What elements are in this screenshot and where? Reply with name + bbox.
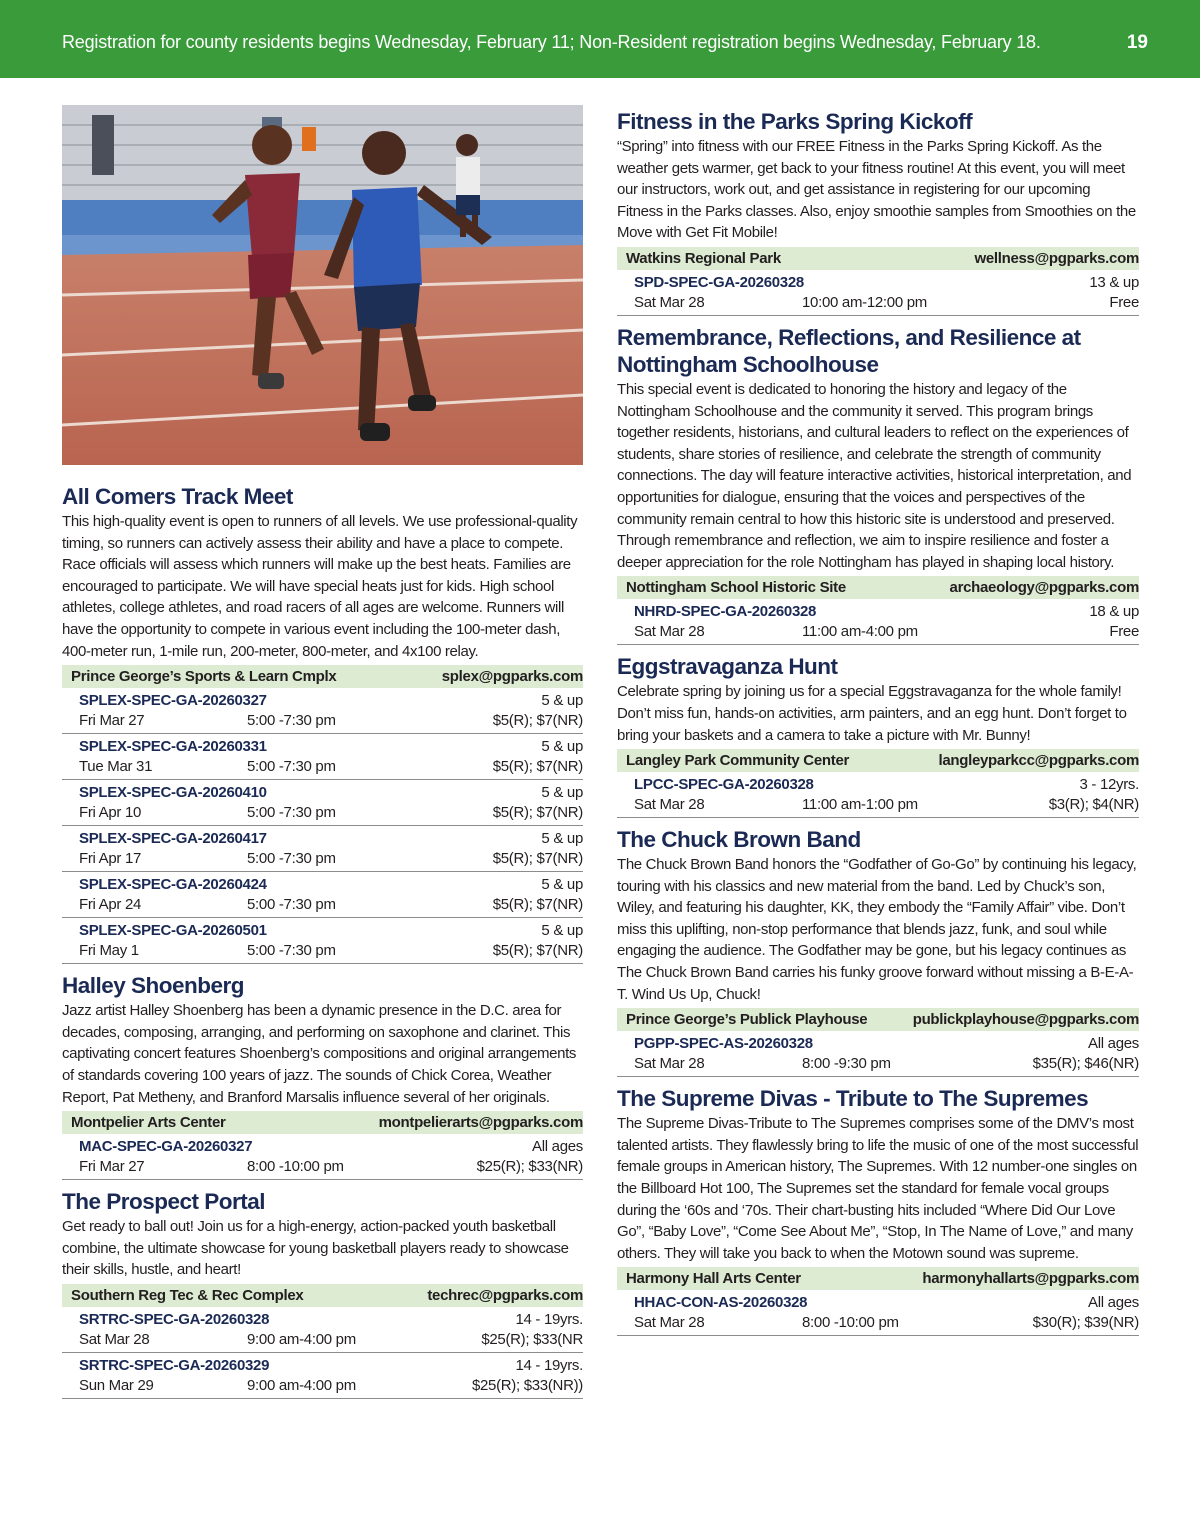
session-row bbox=[62, 734, 583, 780]
event-title: Fitness in the Parks Spring Kickoff bbox=[617, 109, 973, 134]
session-day: Sat Mar 28 bbox=[634, 1314, 705, 1332]
session-fee: $5(R); $7(NR) bbox=[492, 712, 583, 730]
location-bar bbox=[62, 1284, 583, 1307]
event-title: All Comers Track Meet bbox=[62, 484, 293, 509]
right-column bbox=[617, 108, 1139, 1344]
location-name: Southern Reg Tec & Rec Complex bbox=[71, 1286, 304, 1304]
event-halley-shoenberg bbox=[62, 972, 583, 1180]
session-fee: $5(R); $7(NR) bbox=[492, 804, 583, 822]
location-name: Langley Park Community Center bbox=[626, 752, 850, 770]
session-row bbox=[62, 780, 583, 826]
event-eggstravaganza bbox=[617, 653, 1139, 818]
session-fee: $25(R); $33(NR)) bbox=[471, 1376, 583, 1394]
registration-note: Registration for county residents begins Wednesday, February 11; Non-Resident registration begins Wednesday, February 18. bbox=[62, 32, 1041, 52]
location-name: Prince George’s Publick Playhouse bbox=[626, 1011, 868, 1029]
course-code: SPLEX-SPEC-GA-20260410 bbox=[79, 784, 267, 802]
course-code: MAC-SPEC-GA-20260327 bbox=[79, 1138, 253, 1156]
event-description: “Spring” into fitness with our FREE Fitness in the Parks Spring Kickoff. As the weather gets warmer, get back to your fitness routine! At this event, you will meet our instructors, work out, and get assistance in registering for our upcoming Fitness in the Parks classes. Also, enjoy smoothie samples from Smoothies on the Move with Get Fit Mobile! bbox=[617, 138, 1136, 242]
session-row bbox=[62, 688, 583, 734]
contact-email[interactable]: splex@pgparks.com bbox=[441, 668, 583, 686]
age-range: 13 & up bbox=[1089, 273, 1139, 291]
location-name: Nottingham School Historic Site bbox=[626, 579, 846, 597]
event-description: The Chuck Brown Band honors the “Godfather of Go-Go” by continuing his legacy, touring with his classics and new material from the band. Led by Chuck’s son, Wiley, and featuring his daughter, KK, they embody the “Family Affair” vibe. Don’t miss this uplifting, non-stop performance that blends jazz, funk, and soul while engaging the audience. The Godfather may be gone, but his legacy continues as The Chuck Brown Band carries his funky groove forward without missing a B-E-A-T. Wind Us Up, Chuck! bbox=[617, 856, 1137, 1003]
session-time: 10:00 am-12:00 pm bbox=[802, 293, 927, 311]
session-fee: $35(R); $46(NR) bbox=[1032, 1055, 1139, 1073]
session-day: Fri Apr 10 bbox=[79, 804, 142, 822]
course-code: SPLEX-SPEC-GA-20260501 bbox=[79, 922, 267, 940]
contact-email[interactable]: archaeology@pgparks.com bbox=[949, 579, 1139, 597]
course-code: NHRD-SPEC-GA-20260328 bbox=[634, 603, 817, 621]
session-row bbox=[617, 1290, 1139, 1336]
contact-email[interactable]: langleyparkcc@pgparks.com bbox=[938, 752, 1139, 770]
contact-email[interactable]: montpelierarts@pgparks.com bbox=[378, 1114, 583, 1132]
session-time: 8:00 -10:00 pm bbox=[802, 1314, 899, 1332]
event-nottingham bbox=[617, 324, 1139, 645]
event-title: Remembrance, Reflections, and Resilience at Nottingham Schoolhouse bbox=[617, 324, 1081, 377]
session-fee: $25(R); $33(NR bbox=[481, 1330, 583, 1348]
age-range: 5 & up bbox=[541, 876, 583, 894]
contact-email[interactable]: wellness@pgparks.com bbox=[974, 249, 1139, 267]
event-description: The Supreme Divas-Tribute to The Supremes comprises some of the DMV’s most talented artists. They flawlessly bring to life the music of one of the most successful female groups in American history, The Supremes. With 12 number-one singles on the Billboard Hot 100, The Supremes set the standard for female vocal groups during the ‘60s and ‘70s. Their chart-busting hits included “Where Did Our Love Go”, “Baby Love”, “Come See About Me”, “Stop, In The Name of Love,” and many others. They will take you back to when the Motown sound was supreme. bbox=[617, 1115, 1139, 1262]
course-code: SRTRC-SPEC-GA-20260328 bbox=[79, 1310, 270, 1328]
session-time: 5:00 -7:30 pm bbox=[247, 712, 336, 730]
session-fee: $3(R); $4(NR) bbox=[1048, 796, 1139, 814]
age-range: 5 & up bbox=[541, 738, 583, 756]
session-row bbox=[617, 270, 1139, 316]
left-column bbox=[62, 105, 583, 1407]
session-fee: $5(R); $7(NR) bbox=[492, 850, 583, 868]
session-day: Fri Mar 27 bbox=[79, 712, 145, 730]
page-number: 19 bbox=[1126, 32, 1148, 53]
session-row bbox=[617, 772, 1139, 818]
contact-email[interactable]: publickplayhouse@pgparks.com bbox=[912, 1011, 1139, 1029]
session-day: Tue Mar 31 bbox=[79, 758, 153, 776]
session-fee: $5(R); $7(NR) bbox=[492, 758, 583, 776]
event-supreme-divas bbox=[617, 1085, 1139, 1336]
course-code: HHAC-CON-AS-20260328 bbox=[634, 1294, 808, 1312]
event-description: Jazz artist Halley Shoenberg has been a dynamic presence in the D.C. area for decades, composing, arranging, and performing on saxophone and clarinet. This captivating concert features Shoenberg’s compositions and original arrangements of standards covering 100 years of jazz. The sounds of Chick Corea, Weather Report, Pat Metheny, and Branford Marsalis influence several of her originals. bbox=[62, 1002, 577, 1106]
session-time: 5:00 -7:30 pm bbox=[247, 804, 336, 822]
session-fee: $30(R); $39(NR) bbox=[1032, 1314, 1139, 1332]
session-time: 9:00 am-4:00 pm bbox=[247, 1330, 356, 1348]
age-range: 3 - 12yrs. bbox=[1079, 776, 1139, 794]
event-title: The Chuck Brown Band bbox=[617, 827, 861, 853]
session-fee: $5(R); $7(NR) bbox=[492, 942, 583, 960]
event-prospect-portal bbox=[62, 1188, 583, 1399]
course-code: SPLEX-SPEC-GA-20260331 bbox=[79, 738, 267, 756]
session-day: Sat Mar 28 bbox=[634, 623, 705, 641]
age-range: All ages bbox=[1088, 1294, 1139, 1312]
location-bar bbox=[62, 1111, 583, 1134]
age-range: 14 - 19yrs. bbox=[515, 1310, 583, 1328]
session-time: 5:00 -7:30 pm bbox=[247, 850, 336, 868]
course-code: SPLEX-SPEC-GA-20260327 bbox=[79, 692, 267, 710]
course-code: LPCC-SPEC-GA-20260328 bbox=[634, 776, 814, 794]
course-code: SRTRC-SPEC-GA-20260329 bbox=[79, 1356, 270, 1374]
header-bar bbox=[0, 0, 1200, 78]
event-description: This high-quality event is open to runners of all levels. We use professional-quality timing, so runners can actively assess their ability and have a place to compete. Race officials will assess which runners will make up the best heats. Families are encouraged to participate. We will have special heats just for kids. High school athletes, college athletes, and road racers of all ages are welcome. Runners will have the opportunity to compete in various event including the 100-meter dash, 400-meter run, 1-mile run, 200-meter, 800-meter, and 4x100 relay. bbox=[62, 513, 578, 660]
session-time: 11:00 am-4:00 pm bbox=[802, 623, 918, 641]
session-day: Sat Mar 28 bbox=[634, 293, 705, 311]
session-day: Sat Mar 28 bbox=[79, 1330, 150, 1348]
session-day: Sat Mar 28 bbox=[634, 796, 705, 814]
session-row bbox=[62, 872, 583, 918]
course-code: SPLEX-SPEC-GA-20260417 bbox=[79, 830, 267, 848]
session-time: 9:00 am-4:00 pm bbox=[247, 1376, 356, 1394]
session-day: Fri Apr 17 bbox=[79, 850, 142, 868]
session-day: Fri Mar 27 bbox=[79, 1158, 145, 1176]
event-title: The Supreme Divas - Tribute to The Supremes bbox=[617, 1086, 1089, 1112]
event-all-comers-track-meet bbox=[62, 483, 583, 964]
course-code: SPLEX-SPEC-GA-20260424 bbox=[79, 876, 267, 894]
age-range: 14 - 19yrs. bbox=[515, 1356, 583, 1374]
event-description: Celebrate spring by joining us for a special Eggstravaganza for the whole family! Don’t miss fun, hands-on activities, arm painters, and an egg hunt. Don’t forget to bring your baskets and a camera to take a picture with Mr. Bunny! bbox=[617, 683, 1127, 744]
session-row bbox=[62, 918, 583, 964]
contact-email[interactable]: techrec@pgparks.com bbox=[427, 1286, 583, 1304]
location-bar bbox=[617, 247, 1139, 270]
track-meet-photo bbox=[62, 105, 583, 465]
course-code: PGPP-SPEC-AS-20260328 bbox=[634, 1035, 813, 1053]
session-row bbox=[617, 599, 1139, 645]
contact-email[interactable]: harmonyhallarts@pgparks.com bbox=[922, 1270, 1139, 1288]
location-bar bbox=[62, 665, 583, 688]
event-description: This special event is dedicated to honoring the history and legacy of the Nottingham Schoolhouse and the community it served. This program brings together residents, historians, and cultural leaders to reflect on the experiences of students, share stories of resilience, and celebrate the strength of community connections. The day will feature interactive activities, historical interpretation, and opportunities for dialogue, ensuring that the voices and perspectives of the community remain central to how this historic site is understood and preserved. Through remembrance and reflection, we aim to inspire resilience and foster a deeper appreciation for the role Nottingham has played in shaping local history. bbox=[617, 380, 1132, 571]
session-time: 8:00 -9:30 pm bbox=[802, 1055, 891, 1073]
session-time: 5:00 -7:30 pm bbox=[247, 942, 336, 960]
age-range: All ages bbox=[1088, 1035, 1139, 1053]
location-name: Harmony Hall Arts Center bbox=[626, 1270, 801, 1288]
session-time: 5:00 -7:30 pm bbox=[247, 758, 336, 776]
age-range: 5 & up bbox=[541, 922, 583, 940]
age-range: 5 & up bbox=[541, 830, 583, 848]
event-fitness-kickoff bbox=[617, 108, 1139, 316]
event-title: Halley Shoenberg bbox=[62, 973, 245, 999]
session-time: 8:00 -10:00 pm bbox=[247, 1158, 344, 1176]
session-day: Sun Mar 29 bbox=[79, 1376, 154, 1394]
session-time: 5:00 -7:30 pm bbox=[247, 896, 336, 914]
session-row bbox=[62, 1307, 583, 1353]
session-fee: Free bbox=[1109, 623, 1139, 641]
location-name: Prince George’s Sports & Learn Cmplx bbox=[71, 668, 337, 686]
age-range: 18 & up bbox=[1089, 603, 1139, 621]
location-bar bbox=[617, 1008, 1139, 1031]
session-row bbox=[62, 1353, 583, 1399]
event-title: Eggstravaganza Hunt bbox=[617, 654, 838, 680]
session-row bbox=[62, 826, 583, 872]
location-bar bbox=[617, 1267, 1139, 1290]
course-code: SPD-SPEC-GA-20260328 bbox=[634, 273, 804, 291]
location-name: Watkins Regional Park bbox=[626, 249, 781, 267]
session-row bbox=[617, 1031, 1139, 1077]
event-description: Get ready to ball out! Join us for a high-energy, action-packed youth basketball combine, the ultimate showcase for young basketball players ready to showcase their skills, hustle, and heart! bbox=[62, 1218, 569, 1279]
location-bar bbox=[617, 749, 1139, 772]
event-title: The Prospect Portal bbox=[62, 1189, 266, 1215]
session-fee: Free bbox=[1109, 293, 1139, 311]
session-fee: $25(R); $33(NR) bbox=[476, 1158, 583, 1176]
location-bar bbox=[617, 576, 1139, 599]
location-name: Montpelier Arts Center bbox=[71, 1114, 226, 1132]
age-range: 5 & up bbox=[541, 692, 583, 710]
age-range: 5 & up bbox=[541, 784, 583, 802]
session-day: Sat Mar 28 bbox=[634, 1055, 705, 1073]
session-day: Fri Apr 24 bbox=[79, 896, 142, 914]
session-row bbox=[62, 1134, 583, 1180]
session-day: Fri May 1 bbox=[79, 942, 139, 960]
event-chuck-brown-band bbox=[617, 826, 1139, 1077]
session-time: 11:00 am-1:00 pm bbox=[802, 796, 918, 814]
session-fee: $5(R); $7(NR) bbox=[492, 896, 583, 914]
age-range: All ages bbox=[532, 1138, 583, 1156]
